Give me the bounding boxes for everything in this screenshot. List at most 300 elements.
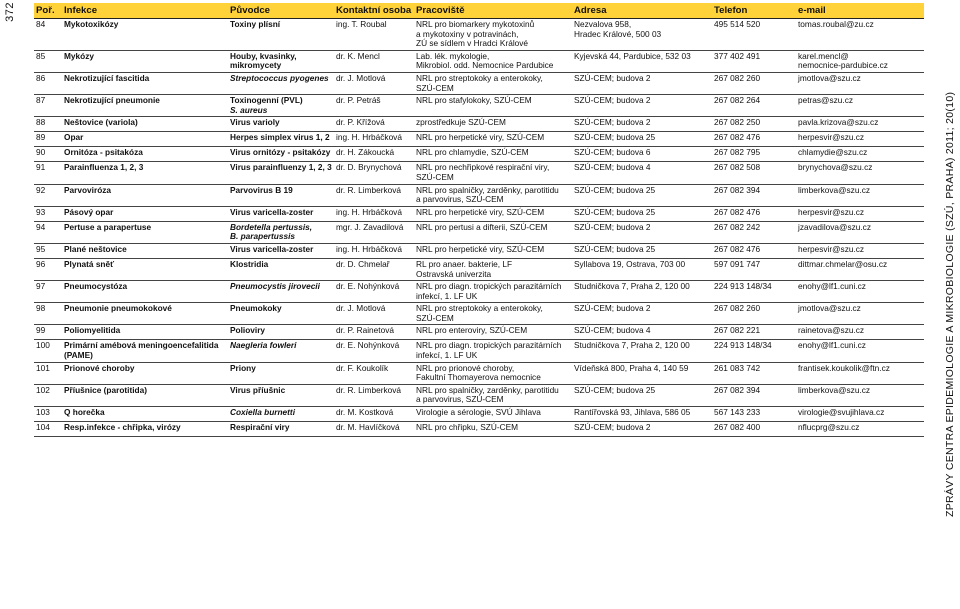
cell-order: 86	[34, 72, 62, 94]
cell-email-line: limberkova@szu.cz	[798, 184, 871, 195]
cell-infection-line: Pásový opar	[64, 206, 114, 217]
cell-workplace	[414, 407, 572, 422]
cell-address-line: SZÚ-CEM; budova 25	[574, 132, 656, 143]
cell-infection	[62, 117, 228, 132]
table-row	[34, 221, 924, 243]
cell-email[interactable]	[796, 407, 924, 422]
cell-workplace	[414, 243, 572, 258]
cell-email-line: enohy@lf1.cuni.cz	[798, 340, 866, 351]
cell-contact-person: dr. D. Brynychová	[334, 162, 414, 184]
cell-infection-line: Neštovice (variola)	[64, 117, 138, 128]
cell-workplace-line: a mykotoxiny v potravinách,	[416, 28, 519, 39]
cell-agent	[228, 132, 334, 147]
cell-workplace	[414, 258, 572, 280]
cell-email[interactable]	[796, 362, 924, 384]
cell-infection	[62, 19, 228, 51]
cell-contact-person: ing. H. Hrbáčková	[334, 243, 414, 258]
cell-infection	[62, 184, 228, 206]
cell-agent-line: Pneumocystis jirovecii	[230, 281, 320, 292]
cell-agent-line: mikromycety	[230, 60, 282, 71]
cell-address-line: SZÚ-CEM; budova 25	[574, 184, 656, 195]
cell-email-line: nflucprg@szu.cz	[798, 422, 860, 433]
cell-workplace-line: NRL pro enteroviry, SZÚ-CEM	[416, 325, 528, 336]
cell-agent-line: Virus ornitózy - psitakózy	[230, 147, 331, 158]
cell-email-line: herpesvir@szu.cz	[798, 132, 865, 143]
cell-workplace	[414, 325, 572, 340]
cell-contact-person: dr. M. Havlíčková	[334, 422, 414, 437]
cell-agent-line: Virus varicella-zoster	[230, 243, 314, 254]
cell-agent	[228, 19, 334, 51]
cell-agent	[228, 221, 334, 243]
cell-agent	[228, 384, 334, 406]
cell-agent-line: Herpes simplex virus 1, 2	[230, 132, 330, 143]
cell-agent	[228, 162, 334, 184]
cell-order: 92	[34, 184, 62, 206]
cell-email[interactable]	[796, 281, 924, 303]
cell-address	[572, 258, 712, 280]
cell-workplace-line: NRL pro diagn. tropických parazitárních	[416, 281, 562, 292]
cell-workplace-line: zprostředkuje SZÚ-CEM	[416, 117, 506, 128]
table-row	[34, 258, 924, 280]
cell-workplace-line: SZÚ-CEM	[416, 171, 454, 182]
table-row	[34, 340, 924, 362]
cell-email[interactable]	[796, 19, 924, 51]
cell-address	[572, 325, 712, 340]
cell-agent-line: Klostridia	[230, 258, 269, 269]
cell-workplace-line: NRL pro biomarkery mykotoxinů	[416, 19, 535, 29]
cell-email-line: tomas.roubal@zu.cz	[798, 19, 874, 29]
cell-agent	[228, 362, 334, 384]
cell-address	[572, 132, 712, 147]
cell-workplace-line: NRL pro streptokoky a enterokoky,	[416, 303, 543, 314]
cell-email[interactable]	[796, 162, 924, 184]
cell-infection	[62, 162, 228, 184]
cell-phone: 267 082 242	[712, 221, 796, 243]
cell-address-line: Studničkova 7, Praha 2, 120 00	[574, 340, 690, 351]
cell-infection-line: Opar	[64, 132, 84, 143]
cell-infection	[62, 340, 228, 362]
table-row	[34, 303, 924, 325]
cell-workplace-line: infekcí, 1. LF UK	[416, 290, 478, 301]
cell-workplace	[414, 72, 572, 94]
cell-email-line: brynychova@szu.cz	[798, 162, 873, 173]
cell-address	[572, 422, 712, 437]
cell-agent-line: Bordetella pertussis,	[230, 221, 313, 232]
cell-phone: 224 913 148/34	[712, 340, 796, 362]
cell-infection	[62, 132, 228, 147]
cell-agent	[228, 72, 334, 94]
cell-infection-line: Plané neštovice	[64, 243, 127, 254]
cell-address	[572, 407, 712, 422]
cell-workplace-line: infekcí, 1. LF UK	[416, 350, 478, 361]
cell-workplace-line: Virologie a sérologie, SVÚ Jihlava	[416, 407, 541, 418]
cell-email[interactable]	[796, 221, 924, 243]
cell-infection-line: Příušnice (parotitida)	[64, 384, 147, 395]
cell-address	[572, 19, 712, 51]
cell-agent	[228, 407, 334, 422]
cell-phone: 267 082 400	[712, 422, 796, 437]
cell-workplace-line: NRL pro stafylokoky, SZÚ-CEM	[416, 95, 532, 106]
cell-address-line: SZÚ-CEM; budova 25	[574, 206, 656, 217]
cell-agent-line: Pneumokoky	[230, 303, 282, 314]
cell-address	[572, 162, 712, 184]
cell-agent-line: Virus příušnic	[230, 384, 286, 395]
cell-order: 94	[34, 221, 62, 243]
cell-order: 95	[34, 243, 62, 258]
cell-address	[572, 117, 712, 132]
cell-phone: 267 082 795	[712, 147, 796, 162]
header-infection: Infekce	[62, 3, 228, 19]
cell-infection-line: Pneumocystóza	[64, 281, 128, 292]
cell-email-line: jmotlova@szu.cz	[798, 303, 861, 314]
cell-infection	[62, 384, 228, 406]
cell-workplace	[414, 221, 572, 243]
cell-infection	[62, 243, 228, 258]
cell-contact-person: dr. P. Petráš	[334, 95, 414, 117]
cell-infection	[62, 258, 228, 280]
table-row	[34, 184, 924, 206]
cell-order: 87	[34, 95, 62, 117]
cell-infection	[62, 325, 228, 340]
cell-address-line: Syllabova 19, Ostrava, 703 00	[574, 258, 686, 269]
cell-email[interactable]	[796, 325, 924, 340]
cell-infection	[62, 95, 228, 117]
cell-contact-person: dr. R. Limberková	[334, 184, 414, 206]
table-row	[34, 147, 924, 162]
cell-order: 103	[34, 407, 62, 422]
cell-infection-line: Primární amébová meningoencefalitida	[64, 340, 219, 351]
table-body	[34, 19, 924, 437]
cell-workplace-line: NRL pro nechřipkové respirační viry,	[416, 162, 550, 173]
cell-contact-person: dr. M. Kostková	[334, 407, 414, 422]
cell-address-line: Vídeňská 800, Praha 4, 140 59	[574, 362, 689, 373]
table-row	[34, 384, 924, 406]
cell-address-line: Hradec Králové, 500 03	[574, 28, 662, 39]
cell-email-line: frantisek.koukolik@ftn.cz	[798, 362, 890, 373]
cell-workplace	[414, 184, 572, 206]
table-row	[34, 281, 924, 303]
cell-address	[572, 340, 712, 362]
cell-order: 97	[34, 281, 62, 303]
cell-address-line: SZÚ-CEM; budova 2	[574, 303, 651, 314]
cell-infection	[62, 206, 228, 221]
page-number: 372	[4, 2, 16, 22]
cell-phone: 267 082 508	[712, 162, 796, 184]
cell-workplace	[414, 362, 572, 384]
cell-workplace-line: SZÚ-CEM	[416, 82, 454, 93]
cell-workplace-line: Lab. lék. mykologie,	[416, 50, 490, 61]
cell-agent	[228, 325, 334, 340]
cell-contact-person: dr. K. Mencl	[334, 50, 414, 72]
cell-agent-line: Toxiny plísní	[230, 19, 281, 29]
cell-infection	[62, 303, 228, 325]
cell-infection-line: Parvoviróza	[64, 184, 112, 195]
cell-phone: 267 082 250	[712, 117, 796, 132]
cell-contact-person: dr. J. Motlová	[334, 303, 414, 325]
cell-workplace-line: NRL pro diagn. tropických parazitárních	[416, 340, 562, 351]
cell-infection-line: Parainfluenza 1, 2, 3	[64, 162, 144, 173]
cell-agent-line: Polioviry	[230, 325, 266, 336]
table-row	[34, 95, 924, 117]
cell-contact-person: ing. H. Hrbáčková	[334, 206, 414, 221]
cell-agent	[228, 184, 334, 206]
cell-order: 84	[34, 19, 62, 51]
cell-infection	[62, 50, 228, 72]
cell-email-line: enohy@lf1.cuni.cz	[798, 281, 866, 292]
cell-order: 101	[34, 362, 62, 384]
cell-workplace-line: NRL pro herpetické viry, SZÚ-CEM	[416, 243, 545, 254]
cell-agent-line: Parvovirus B 19	[230, 184, 293, 195]
cell-infection-line: Nekrotizující pneumonie	[64, 95, 160, 106]
cell-email[interactable]	[796, 384, 924, 406]
table-row	[34, 362, 924, 384]
cell-agent-line: Coxiella burnetti	[230, 407, 296, 418]
cell-workplace-line: ZÚ se sídlem v Hradci Králové	[416, 38, 529, 49]
table-row	[34, 206, 924, 221]
cell-infection-line: Prionové choroby	[64, 362, 135, 373]
cell-email-line: jzavadilova@szu.cz	[798, 221, 871, 232]
cell-workplace-line: SZÚ-CEM	[416, 312, 454, 323]
cell-agent	[228, 258, 334, 280]
cell-contact-person: ing. T. Roubal	[334, 19, 414, 51]
cell-email[interactable]	[796, 132, 924, 147]
cell-address	[572, 243, 712, 258]
cell-phone: 377 402 491	[712, 50, 796, 72]
cell-agent	[228, 117, 334, 132]
cell-infection	[62, 407, 228, 422]
cell-order: 100	[34, 340, 62, 362]
cell-agent-line: Priony	[230, 362, 256, 373]
cell-agent-line: Naegleria fowleri	[230, 340, 297, 351]
cell-email-line: karel.mencl@	[798, 50, 849, 61]
cell-workplace-line: Ostravská univerzita	[416, 268, 492, 279]
cell-workplace	[414, 147, 572, 162]
table-row	[34, 132, 924, 147]
cell-email[interactable]	[796, 95, 924, 117]
table-row	[34, 243, 924, 258]
cell-address-line: SZÚ-CEM; budova 4	[574, 325, 651, 336]
cell-email[interactable]	[796, 50, 924, 72]
cell-infection-line: Plynatá sněť	[64, 258, 115, 269]
cell-email-line: pavla.krizova@szu.cz	[798, 117, 879, 128]
cell-email[interactable]	[796, 303, 924, 325]
cell-order: 93	[34, 206, 62, 221]
cell-infection	[62, 362, 228, 384]
cell-workplace-line: NRL pro streptokoky a enterokoky,	[416, 72, 543, 83]
cell-address	[572, 184, 712, 206]
table-row	[34, 117, 924, 132]
cell-address	[572, 281, 712, 303]
cell-address	[572, 95, 712, 117]
cell-order: 85	[34, 50, 62, 72]
cell-agent-line: B. parapertussis	[230, 231, 296, 242]
cell-phone: 267 082 476	[712, 132, 796, 147]
cell-workplace	[414, 340, 572, 362]
cell-email[interactable]	[796, 340, 924, 362]
cell-email-line: rainetova@szu.cz	[798, 325, 865, 336]
cell-workplace-line: Fakultní Thomayerova nemocnice	[416, 372, 541, 383]
cell-contact-person: dr. D. Chmelař	[334, 258, 414, 280]
cell-address-line: Rantířovská 93, Jihlava, 586 05	[574, 407, 691, 418]
cell-infection-line: Pneumonie pneumokokové	[64, 303, 172, 314]
cell-order: 91	[34, 162, 62, 184]
contact-table	[34, 3, 924, 437]
cell-phone: 567 143 233	[712, 407, 796, 422]
cell-email[interactable]	[796, 184, 924, 206]
cell-address-line: SZÚ-CEM; budova 2	[574, 72, 651, 83]
cell-agent	[228, 206, 334, 221]
cell-agent	[228, 340, 334, 362]
cell-workplace	[414, 162, 572, 184]
cell-phone: 597 091 747	[712, 258, 796, 280]
cell-phone: 267 082 394	[712, 184, 796, 206]
cell-address	[572, 384, 712, 406]
cell-phone: 267 082 221	[712, 325, 796, 340]
cell-workplace	[414, 95, 572, 117]
cell-address-line: SZÚ-CEM; budova 4	[574, 162, 651, 173]
cell-phone: 224 913 148/34	[712, 281, 796, 303]
cell-email-line: jmotlova@szu.cz	[798, 72, 861, 83]
cell-infection-line: (PAME)	[64, 350, 93, 361]
header-workplace: Pracoviště	[414, 3, 572, 19]
cell-infection	[62, 221, 228, 243]
header-agent: Původce	[228, 3, 334, 19]
cell-address-line: Kyjevská 44, Pardubice, 532 03	[574, 50, 691, 61]
cell-address	[572, 72, 712, 94]
cell-address-line: SZÚ-CEM; budova 2	[574, 221, 651, 232]
cell-email-line: virologie@svujihlava.cz	[798, 407, 885, 418]
cell-infection-line: Mykotoxikózy	[64, 19, 119, 29]
journal-running-title: ZPRÁVY CENTRA EPIDEMIOLOGIE A MIKROBIOLOGIE (SZÚ, PRAHA) 2011; 20(10)	[944, 91, 956, 517]
cell-agent	[228, 147, 334, 162]
cell-infection-line: Mykózy	[64, 50, 94, 61]
cell-workplace-line: NRL pro chlamydie, SZÚ-CEM	[416, 147, 529, 158]
cell-infection-line: Pertuse a parapertuse	[64, 221, 152, 232]
cell-workplace	[414, 422, 572, 437]
cell-email[interactable]	[796, 72, 924, 94]
cell-agent	[228, 50, 334, 72]
cell-agent-line: Virus varioly	[230, 117, 280, 128]
cell-contact-person: dr. P. Křížová	[334, 117, 414, 132]
cell-infection-line: Poliomyelitida	[64, 325, 121, 336]
cell-workplace-line: NRL pro herpetické viry, SZÚ-CEM	[416, 206, 545, 217]
cell-address-line: Nezvalova 958,	[574, 19, 632, 29]
cell-agent-line: S. aureus	[230, 104, 268, 115]
cell-workplace	[414, 132, 572, 147]
cell-order: 90	[34, 147, 62, 162]
cell-email-line: dittmar.chmelar@osu.cz	[798, 258, 888, 269]
cell-order: 104	[34, 422, 62, 437]
header-phone: Telefon	[712, 3, 796, 19]
header-address: Adresa	[572, 3, 712, 19]
cell-agent-line: Streptococcus pyogenes	[230, 72, 329, 83]
cell-workplace	[414, 117, 572, 132]
cell-address-line: SZÚ-CEM; budova 2	[574, 117, 651, 128]
cell-email[interactable]	[796, 117, 924, 132]
cell-contact-person: dr. J. Motlová	[334, 72, 414, 94]
cell-address	[572, 147, 712, 162]
cell-infection-line: Resp.infekce - chřipka, virózy	[64, 422, 181, 433]
cell-workplace-line: RL pro anaer. bakterie, LF	[416, 258, 513, 269]
cell-workplace	[414, 281, 572, 303]
cell-address	[572, 303, 712, 325]
cell-infection	[62, 281, 228, 303]
cell-phone: 261 083 742	[712, 362, 796, 384]
header-email: e-mail	[796, 3, 924, 19]
cell-contact-person: dr. E. Nohýnková	[334, 340, 414, 362]
cell-phone: 267 082 260	[712, 303, 796, 325]
cell-workplace	[414, 50, 572, 72]
cell-order: 89	[34, 132, 62, 147]
table-row	[34, 72, 924, 94]
cell-email[interactable]	[796, 243, 924, 258]
cell-contact-person: dr. E. Nohýnková	[334, 281, 414, 303]
cell-phone: 495 514 520	[712, 19, 796, 51]
cell-workplace-line: a parvovirus, SZÚ-CEM	[416, 394, 504, 405]
cell-workplace	[414, 19, 572, 51]
cell-contact-person: mgr. J. Zavadilová	[334, 221, 414, 243]
header-row	[34, 3, 924, 19]
cell-agent	[228, 303, 334, 325]
cell-order: 102	[34, 384, 62, 406]
cell-agent	[228, 243, 334, 258]
cell-order: 96	[34, 258, 62, 280]
cell-email[interactable]	[796, 147, 924, 162]
table-row	[34, 162, 924, 184]
cell-agent-line: Respirační viry	[230, 422, 290, 433]
cell-infection-line: Ornitóza - psitakóza	[64, 147, 143, 158]
cell-workplace	[414, 206, 572, 221]
cell-address	[572, 221, 712, 243]
cell-infection	[62, 147, 228, 162]
cell-agent	[228, 281, 334, 303]
cell-workplace-line: NRL pro spalničky, zarděnky, parotitidu	[416, 384, 559, 395]
cell-address	[572, 206, 712, 221]
cell-contact-person: dr. P. Rainetová	[334, 325, 414, 340]
cell-agent	[228, 422, 334, 437]
cell-email-line: petras@szu.cz	[798, 95, 853, 106]
cell-workplace-line: a parvovirus, SZÚ-CEM	[416, 194, 504, 205]
cell-email[interactable]	[796, 206, 924, 221]
cell-workplace	[414, 303, 572, 325]
cell-phone: 267 082 264	[712, 95, 796, 117]
cell-infection-line: Q horečka	[64, 407, 105, 418]
cell-phone: 267 082 394	[712, 384, 796, 406]
contact-table-container	[34, 3, 924, 607]
cell-address	[572, 362, 712, 384]
cell-workplace-line: NRL pro spalničky, zarděnky, parotitidu	[416, 184, 559, 195]
header-contact-person: Kontaktní osoba	[334, 3, 414, 19]
table-row	[34, 19, 924, 51]
cell-phone: 267 082 476	[712, 243, 796, 258]
cell-agent	[228, 95, 334, 117]
cell-order: 98	[34, 303, 62, 325]
cell-email[interactable]	[796, 258, 924, 280]
cell-agent-line: Virus parainfluenzy 1, 2, 3	[230, 162, 332, 173]
table-header	[34, 3, 924, 19]
cell-email-line: herpesvir@szu.cz	[798, 206, 865, 217]
cell-phone: 267 082 260	[712, 72, 796, 94]
cell-email[interactable]	[796, 422, 924, 437]
cell-address-line: SZÚ-CEM; budova 25	[574, 243, 656, 254]
cell-workplace-line: NRL pro herpetické viry, SZÚ-CEM	[416, 132, 545, 143]
cell-email-line: nemocnice-pardubice.cz	[798, 60, 888, 71]
cell-address	[572, 50, 712, 72]
cell-address-line: SZÚ-CEM; budova 2	[574, 95, 651, 106]
cell-address-line: SZÚ-CEM; budova 6	[574, 147, 651, 158]
cell-workplace-line: Mikrobiol. odd. Nemocnice Pardubice	[416, 60, 554, 71]
cell-phone: 267 082 476	[712, 206, 796, 221]
